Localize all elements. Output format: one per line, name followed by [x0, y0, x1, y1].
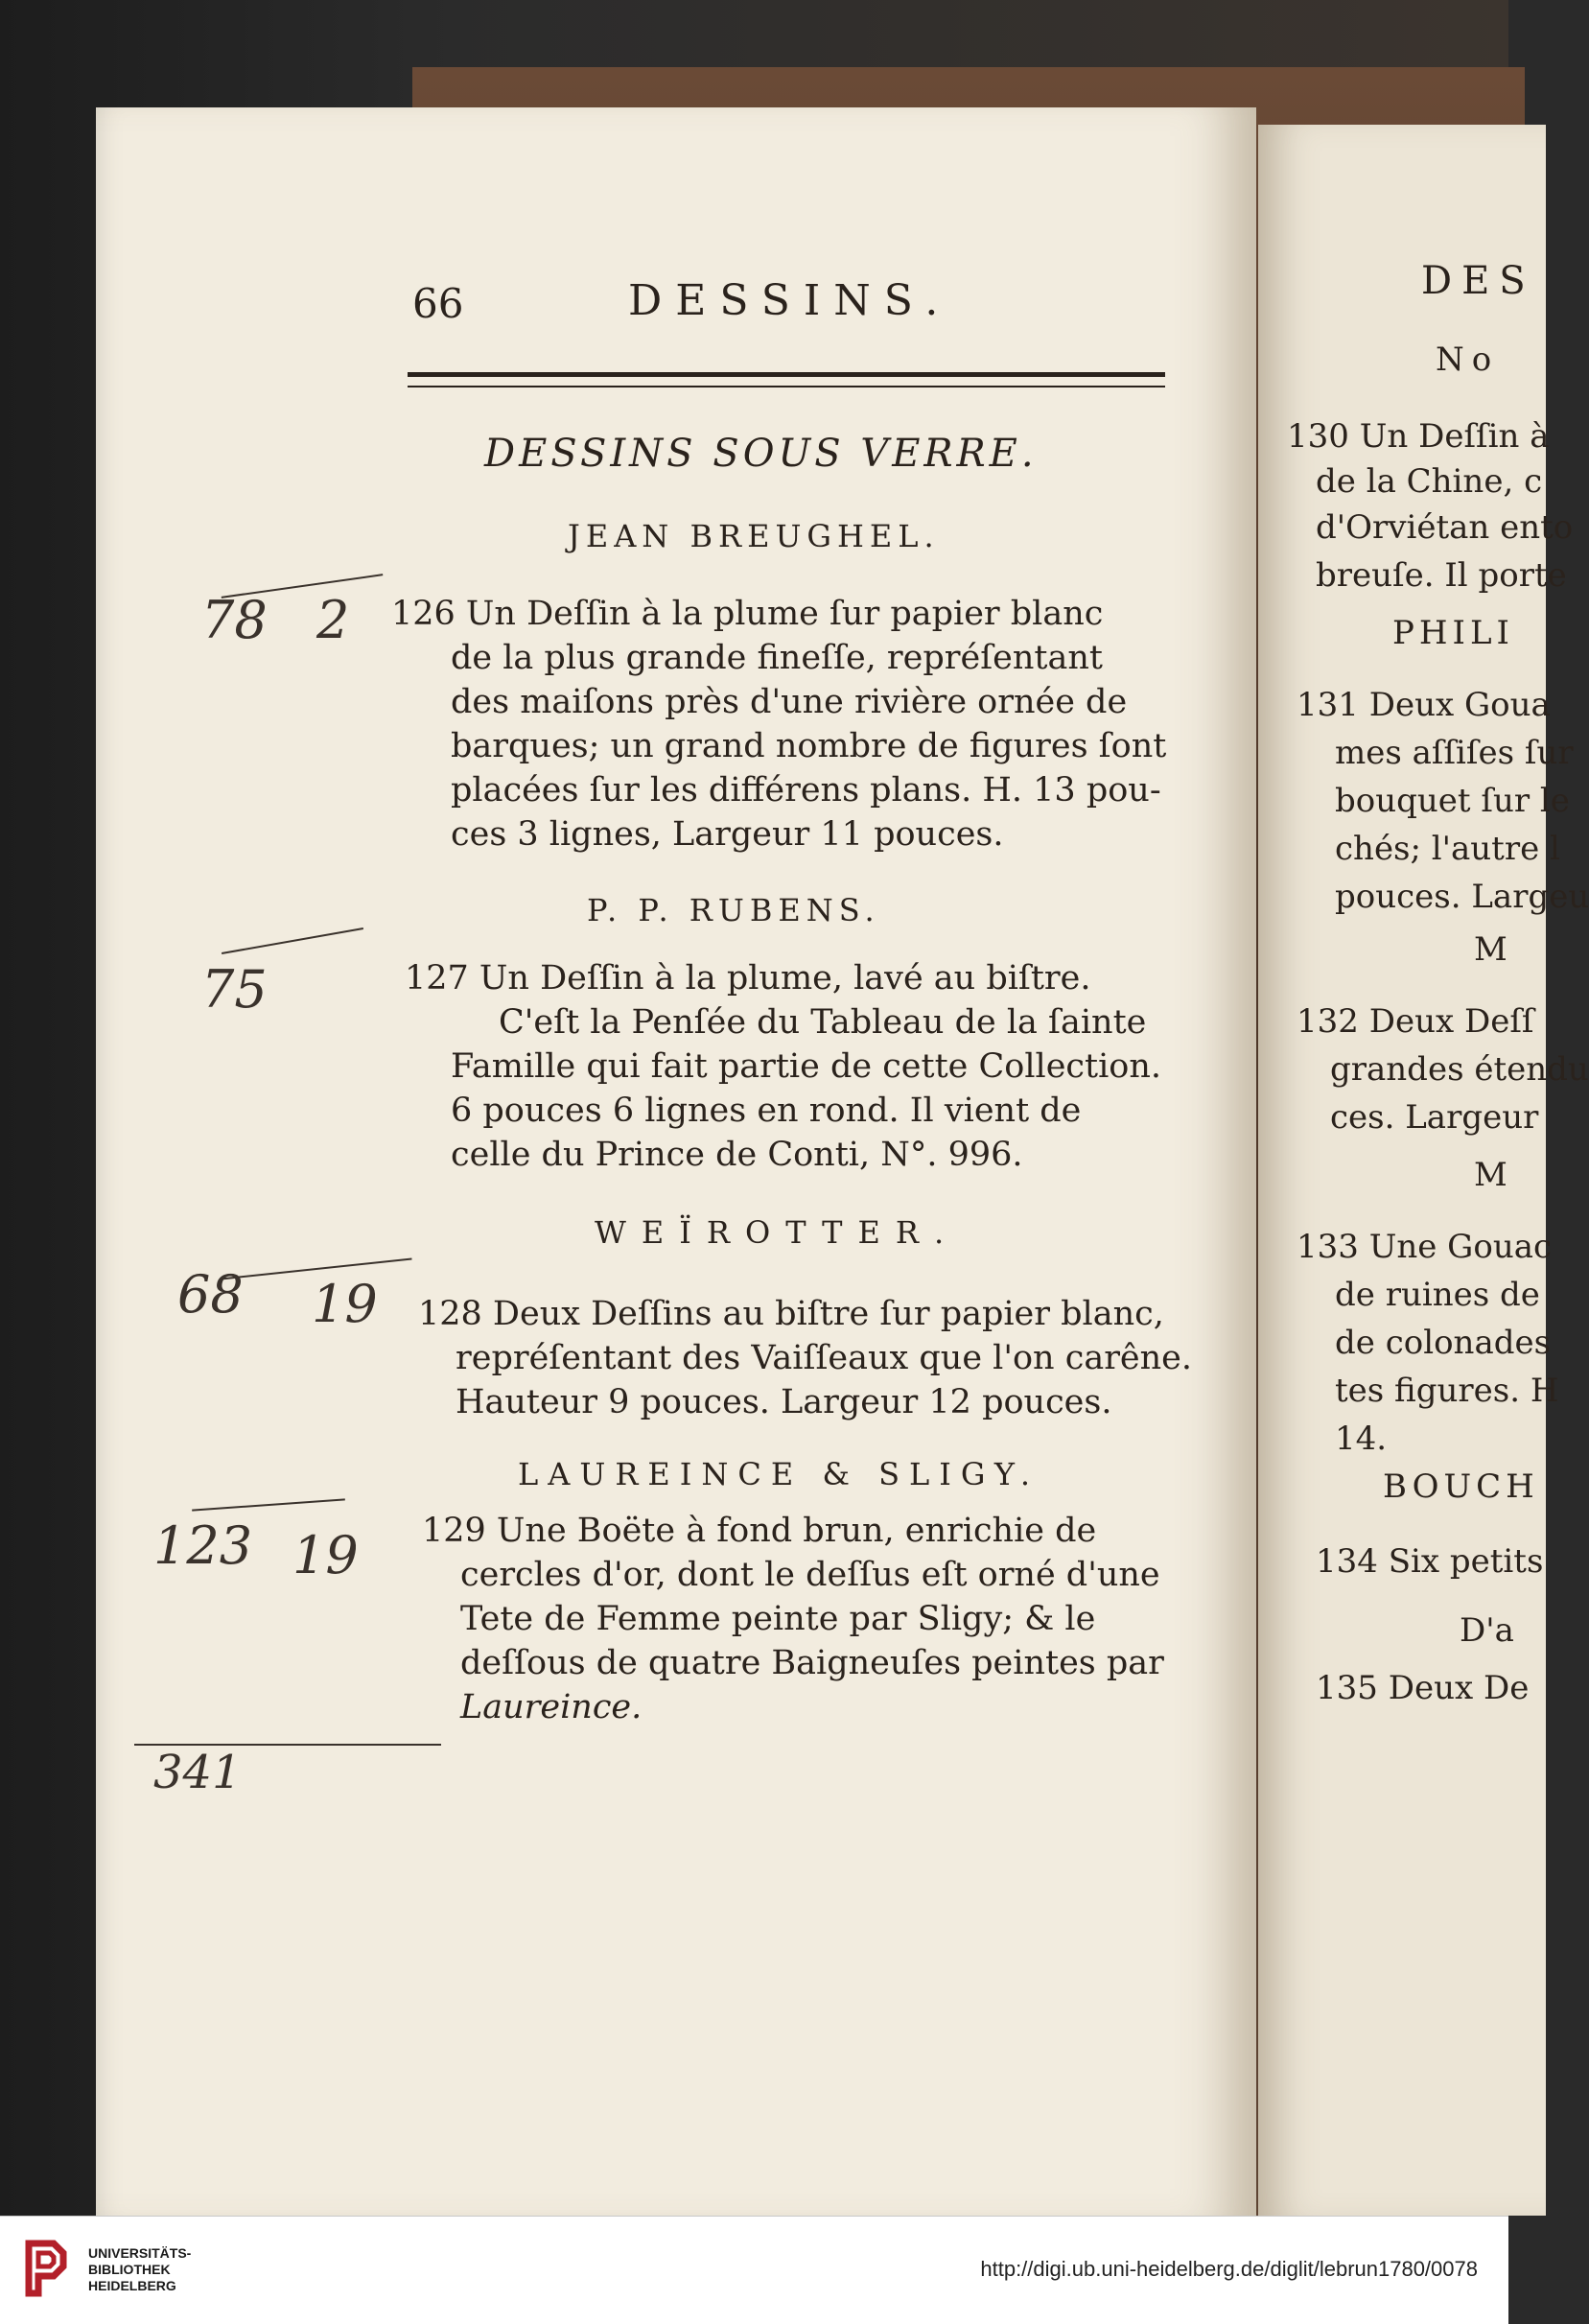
right-page-text: breuſe. Il porte	[1316, 556, 1567, 595]
right-page	[1258, 125, 1589, 2216]
right-page-text: 135 Deux De	[1316, 1669, 1530, 1707]
handwritten-total: 341	[153, 1746, 242, 1799]
entry-line: barques; un grand nombre de figures ſont	[451, 727, 1167, 765]
header-rule-thin	[408, 386, 1165, 387]
right-page-text: BOUCH	[1383, 1467, 1539, 1506]
entry-line: Laureince.	[460, 1688, 643, 1726]
right-page-text: DES	[1421, 259, 1535, 303]
right-page-text: M	[1474, 930, 1507, 969]
right-page-text: 134 Six petits	[1316, 1542, 1544, 1581]
entry-line: 129 Une Boëte à fond brun, enrichie de	[422, 1512, 1097, 1550]
artist-heading: LAUREINCE & SLIGY.	[518, 1456, 1040, 1492]
artist-heading: P. P. RUBENS.	[587, 892, 880, 928]
page-number: 66	[412, 280, 464, 327]
right-page-text: No	[1436, 340, 1500, 379]
right-page-text: grandes étendu	[1330, 1050, 1589, 1089]
right-page-text: bouquet ſur le	[1335, 782, 1570, 820]
artist-heading: WEÏROTTER.	[595, 1214, 960, 1251]
right-page-text: ces. Largeur	[1330, 1098, 1539, 1137]
entry-line: 6 pouces 6 lignes en rond. Il vient de	[451, 1092, 1082, 1130]
handwritten-price: 78	[201, 590, 268, 650]
entry-line: repréſentant des Vaiſſeaux que l'on carêne.	[456, 1339, 1193, 1377]
right-page-text: de ruines de	[1335, 1276, 1540, 1314]
handwritten-price: 68	[177, 1264, 244, 1325]
running-title: DESSINS.	[628, 276, 952, 325]
entry-line: celle du Prince de Conti, N°. 996.	[451, 1136, 1023, 1174]
entry-line: C'eſt la Penſée du Tableau de la ſainte	[499, 1003, 1147, 1042]
entry-line: de la plus grande fineſſe, repréſentant	[451, 639, 1103, 677]
entry-line: Famille qui fait partie de cette Collection.	[451, 1047, 1162, 1086]
right-page-text: M	[1474, 1156, 1507, 1194]
right-page-text: PHILI	[1392, 614, 1514, 652]
library-name: UNIVERSITÄTS- BIBLIOTHEK HEIDELBERG	[88, 2245, 192, 2293]
right-page-text: tes figures. H	[1335, 1372, 1559, 1410]
entry-line: des maiſons près d'une rivière ornée de	[451, 683, 1128, 721]
entry-line: cercles d'or, dont le deſſus eſt orné d'une	[460, 1556, 1160, 1594]
right-page-text: 131 Deux Goua	[1297, 686, 1551, 724]
viewer-footer	[0, 2216, 1508, 2324]
header-rule-thick	[408, 372, 1165, 377]
right-page-text: 14.	[1335, 1420, 1388, 1458]
right-page-text: 130 Un Deſſin à	[1287, 417, 1550, 456]
handwritten-price: 75	[201, 959, 268, 1020]
handwritten-price: 2	[316, 590, 350, 650]
artist-heading: JEAN BREUGHEL.	[568, 518, 940, 554]
right-page-text: D'a	[1460, 1611, 1514, 1650]
right-page-text: chés; l'autre l	[1335, 830, 1560, 868]
right-page-text: de la Chine, c	[1316, 462, 1543, 501]
entry-line: Tete de Femme peinte par Sligy; & le	[460, 1600, 1096, 1638]
handwritten-price: 19	[312, 1274, 378, 1334]
right-page-text: d'Orviétan ento	[1316, 508, 1574, 547]
handwritten-price: 123	[153, 1515, 253, 1576]
entry-line: ces 3 lignes, Largeur 11 pouces.	[451, 815, 1004, 854]
source-url[interactable]: http://digi.ub.uni-heidelberg.de/diglit/lebrun1780/0078	[980, 2257, 1478, 2281]
right-page-text: pouces. Largeu	[1335, 878, 1589, 916]
right-page-text: 133 Une Gouac	[1297, 1228, 1553, 1266]
entry-line: placées ſur les différens plans. H. 13 pou-	[451, 771, 1161, 810]
entry-line: 128 Deux Deſſins au biſtre ſur papier blanc,	[418, 1295, 1164, 1333]
entry-line: 127 Un Deſſin à la plume, lavé au biſtre.	[405, 959, 1091, 998]
entry-line: deſſous de quatre Baigneuſes peintes par	[460, 1644, 1164, 1682]
handwritten-price: 19	[292, 1525, 359, 1585]
university-logo-icon	[17, 2234, 75, 2303]
right-page-text: 132 Deux Deſſ	[1297, 1002, 1534, 1041]
section-title: DESSINS SOUS VERRE.	[484, 432, 1038, 476]
right-page-text: de colonades	[1335, 1324, 1552, 1362]
entry-line: Hauteur 9 pouces. Largeur 12 pouces.	[456, 1383, 1112, 1421]
right-page-text: mes aſſiſes ſur	[1335, 734, 1574, 772]
entry-line: 126 Un Deſſin à la plume ſur papier blanc	[391, 595, 1104, 633]
